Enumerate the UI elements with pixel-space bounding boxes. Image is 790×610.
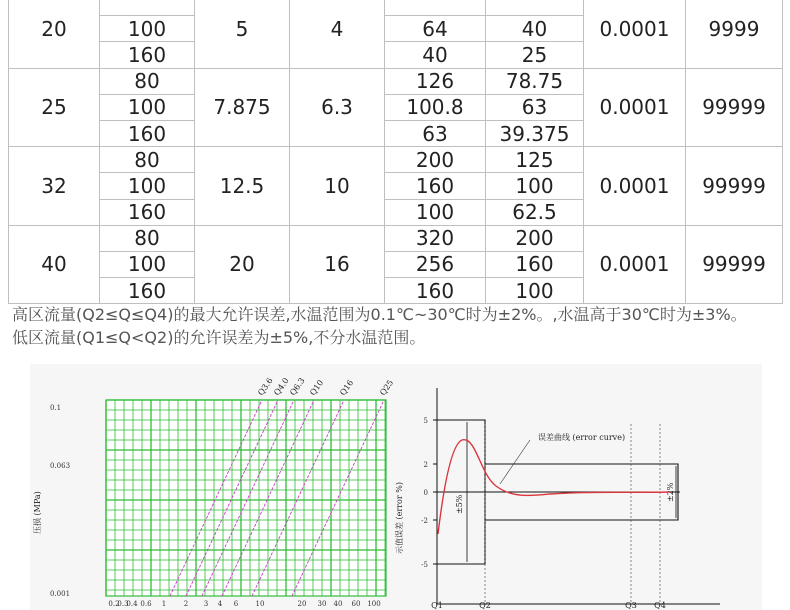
range-b-cell: 78.75: [486, 68, 584, 94]
x-tick-label: 0.4: [126, 600, 138, 608]
pressure-cell: [100, 0, 195, 16]
x-tick-label: 0.6: [140, 600, 152, 608]
x-tick-label: 100: [367, 600, 381, 608]
pressure-cell: 80: [100, 225, 195, 251]
table-row: [9, 0, 783, 16]
curve-label: Q25: [378, 378, 396, 398]
note-high-zone: 高区流量(Q2≤Q≤Q4)的最大允许误差,水温范围为0.1℃~30℃时为±2%。,水温高于30℃时为±3%。: [12, 305, 747, 324]
dn-cell: 40: [9, 225, 100, 304]
pressure-cell: 100: [100, 173, 195, 199]
table-row: [9, 225, 783, 251]
q3-cell: 20: [195, 225, 290, 304]
range-b-cell: 63: [486, 94, 584, 120]
flow-x-label: Q2: [479, 601, 491, 610]
max-reading-cell: 99999: [686, 147, 783, 226]
notes: [12, 303, 790, 349]
max-reading-cell: 99999: [686, 225, 783, 304]
pressure-cell: 100: [100, 16, 195, 42]
range-b-cell: 39.375: [486, 120, 584, 146]
range-a-cell: 100.8: [385, 94, 486, 120]
range-b-cell: 200: [486, 225, 584, 251]
range-b-cell: 40: [486, 16, 584, 42]
range-a-cell: 200: [385, 147, 486, 173]
dn-cell: 32: [9, 147, 100, 226]
range-a-cell: 100: [385, 199, 486, 225]
flow-x-label: Q4: [654, 601, 666, 610]
figure-panel: [30, 364, 762, 610]
dn-cell: 25: [9, 68, 100, 147]
range-b-cell: 160: [486, 251, 584, 277]
pressure-cell: 100: [100, 251, 195, 277]
spec-table: [8, 0, 783, 304]
pressure-cell: 160: [100, 42, 195, 68]
pressure-cell: 160: [100, 120, 195, 146]
table-row: [9, 147, 783, 173]
pressure-cell: 160: [100, 199, 195, 225]
curve-label: Q3.6: [256, 376, 275, 398]
pressure-grid-frame: [106, 400, 386, 596]
band-2-label: ±2%: [666, 482, 675, 502]
min-reading-cell: 0.0001: [584, 147, 686, 226]
x-tick-label: 1: [161, 600, 167, 608]
dn-cell: 20: [9, 0, 100, 68]
x-tick-label: 2: [183, 600, 189, 608]
q2-cell: 4: [290, 0, 385, 68]
curve-label-leader: [500, 440, 530, 484]
range-a-cell: [385, 0, 486, 16]
range-a-cell: 160: [385, 173, 486, 199]
y-tick-label: 0.063: [50, 462, 71, 470]
curve-label: Q4.0: [272, 376, 291, 398]
curve-label: Q6.3: [288, 376, 307, 398]
pressure-cell: 80: [100, 68, 195, 94]
x-tick-label: 0.3: [117, 600, 129, 608]
error-curve-label: 误差曲线 (error curve): [538, 433, 626, 442]
pressure-cell: 80: [100, 147, 195, 173]
q2-cell: 16: [290, 225, 385, 304]
pressure-cell: 160: [100, 278, 195, 304]
error-y-tick-label: 2: [423, 461, 428, 469]
error-y-axis-label: 示值误差 (error %): [395, 482, 404, 554]
y-tick-label: 0.001: [50, 590, 71, 598]
max-reading-cell: 99999: [686, 68, 783, 147]
range-a-cell: 64: [385, 16, 486, 42]
min-reading-cell: 0.0001: [584, 68, 686, 147]
note-low-zone: 低区流量(Q1≤Q<Q2)的允许误差为±5%,不分水温范围。: [12, 328, 426, 347]
y-tick-label: 0.1: [50, 404, 62, 412]
error-y-tick-label: -2: [421, 517, 428, 525]
range-b-cell: 125: [486, 147, 584, 173]
range-a-cell: 320: [385, 225, 486, 251]
error-y-tick-label: 5: [423, 417, 428, 425]
range-a-cell: 256: [385, 251, 486, 277]
q3-cell: 7.875: [195, 68, 290, 147]
range-a-cell: 160: [385, 278, 486, 304]
x-tick-label: 3: [203, 600, 209, 608]
q2-cell: 6.3: [290, 68, 385, 147]
table-row: [9, 68, 783, 94]
range-b-cell: 100: [486, 278, 584, 304]
error-y-tick-label: 0: [423, 489, 428, 497]
q3-cell: 5: [195, 0, 290, 68]
min-reading-cell: 0.0001: [584, 0, 686, 68]
min-reading-cell: 0.0001: [584, 225, 686, 304]
x-tick-label: 0.2: [108, 600, 120, 608]
flow-x-label: Q1: [431, 601, 443, 610]
x-tick-label: 30: [317, 600, 327, 608]
range-b-cell: 25: [486, 42, 584, 68]
range-b-cell: [486, 0, 584, 16]
x-tick-label: 6: [233, 600, 239, 608]
range-a-cell: 126: [385, 68, 486, 94]
figure-svg: [30, 364, 762, 610]
flow-x-label: Q3: [625, 601, 637, 610]
x-tick-label: 40: [333, 600, 343, 608]
range-b-cell: 62.5: [486, 199, 584, 225]
y-axis-label: 压损 (MPa): [33, 491, 42, 534]
x-tick-label: 20: [297, 600, 307, 608]
q2-cell: 10: [290, 147, 385, 226]
curve-label: Q10: [308, 378, 326, 398]
x-tick-label: 60: [351, 600, 361, 608]
range-a-cell: 40: [385, 42, 486, 68]
max-reading-cell: 9999: [686, 0, 783, 68]
error-y-tick-label: -5: [421, 561, 428, 569]
range-b-cell: 100: [486, 173, 584, 199]
band-5-label: ±5%: [455, 494, 464, 514]
pressure-cell: 100: [100, 94, 195, 120]
x-tick-label: 4: [217, 600, 223, 608]
q3-cell: 12.5: [195, 147, 290, 226]
range-a-cell: 63: [385, 120, 486, 146]
x-tick-label: 10: [255, 600, 265, 608]
curve-label: Q16: [338, 378, 356, 398]
